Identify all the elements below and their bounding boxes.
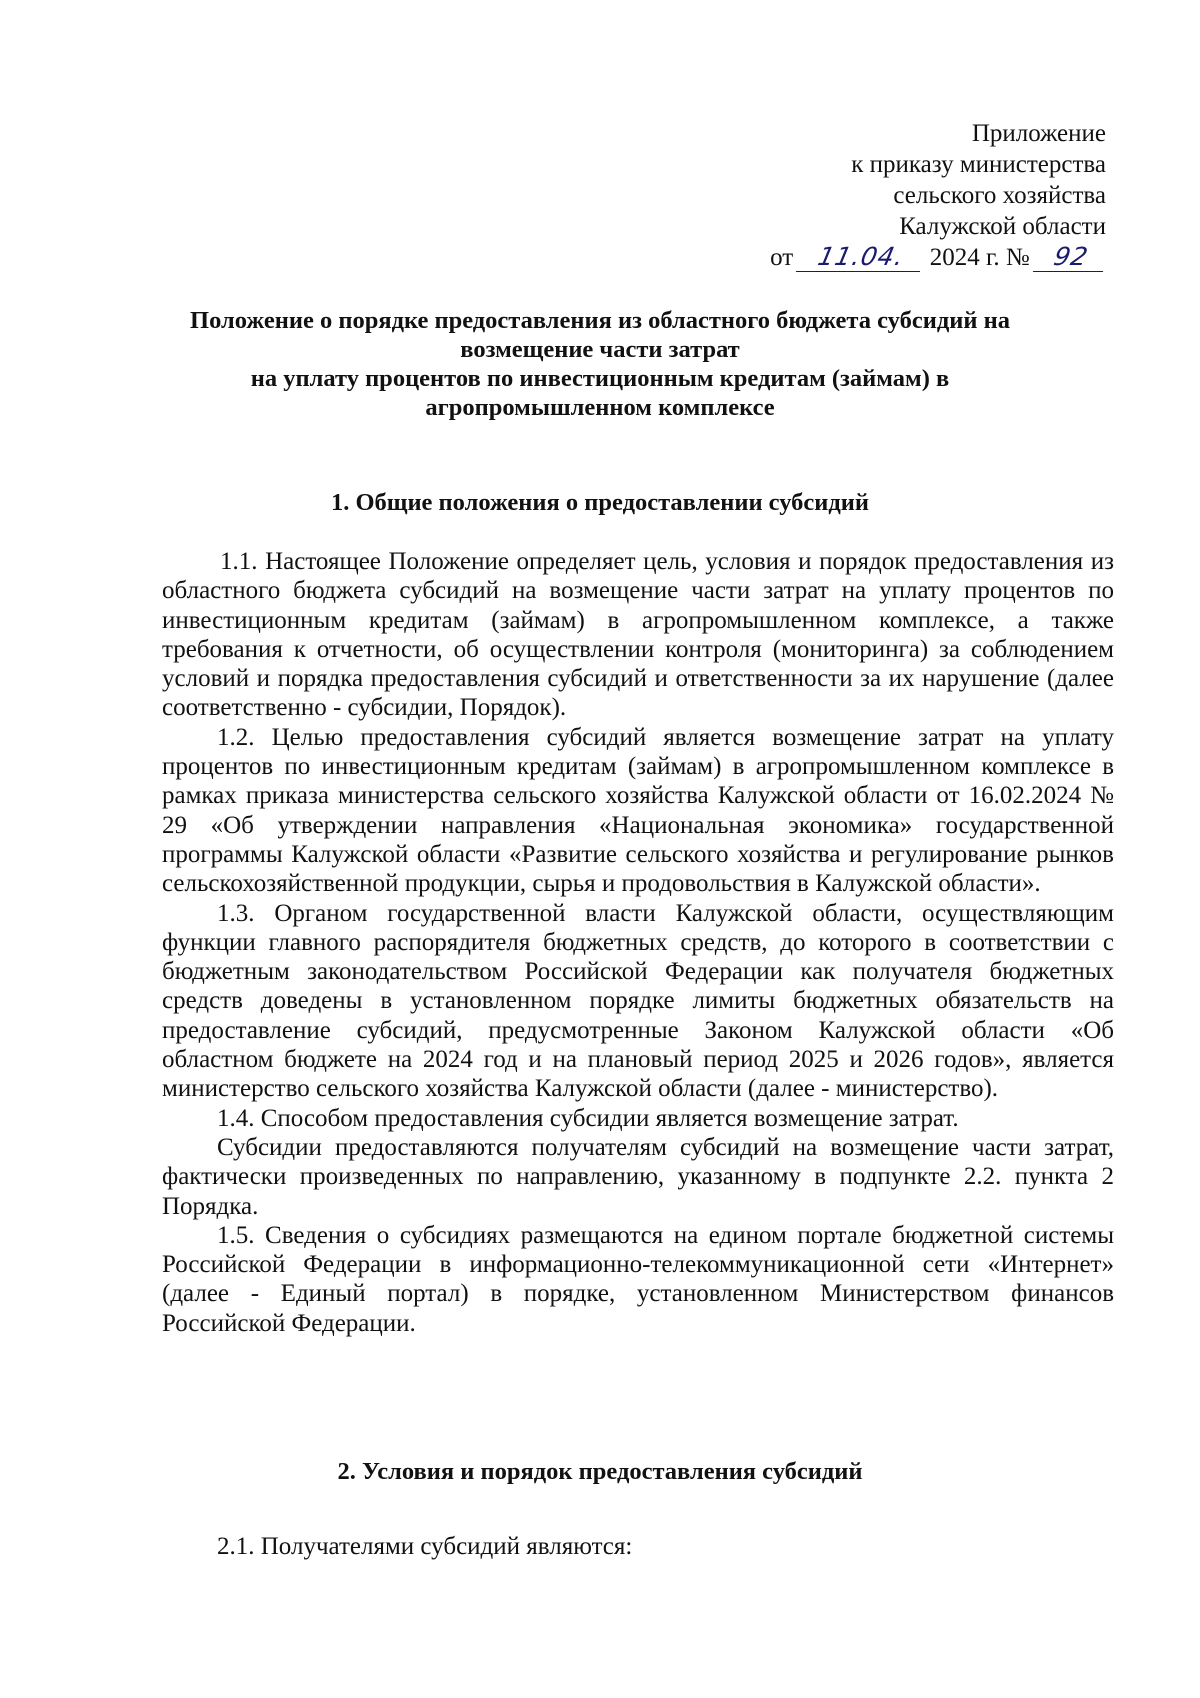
- order-year: 2024 г. №: [929, 244, 1030, 271]
- appendix-block: [586, 118, 1106, 273]
- appendix-line-2: к приказу министерства: [851, 151, 1106, 178]
- section-1-body: [162, 547, 1114, 1338]
- title-line-3: на уплату процентов по инвестиционным кредитам (займам) в: [250, 365, 950, 392]
- appendix-order-line: [586, 242, 1106, 273]
- appendix-line-4: Калужской области: [899, 213, 1106, 240]
- paragraph-1-4-subsidies: Субсидии предоставляются получателям субсидий на возмещение части затрат, фактически произведенных по направлению, указанному в подпункте 2.2. пункта 2 Порядка.: [162, 1133, 1114, 1220]
- paragraph-1-3: 1.3. Органом государственной власти Калужской области, осуществляющим функции главного распорядителя бюджетных средств, до которого в соответствии с бюджетным законодательством Российской Федерации как получателя бюджетных средств доведены в установленном порядке лимиты бюджетных обязательств на предоставление субсидий, предусмотренные Законом Калужской области «Об областном бюджете на 2024 год и на плановый период 2025 и 2026 годов», является министерство сельского хозяйства Калужской области (далее - министерство).: [162, 899, 1114, 1103]
- section-2-body: [162, 1532, 1114, 1561]
- title-line-1: Положение о порядке предоставления из областного бюджета субсидий на: [190, 307, 1010, 334]
- paragraph-1-2: 1.2. Целью предоставления субсидий является возмещение затрат на уплату процентов по инвестиционным кредитам (займам) в агропромышленном комплексе в рамках приказа министерства сельского хозяйства Калужской области от 16.02.2024 № 29 «Об утверждении направления «Национальная экономика» государственной программы Калужской области «Развитие сельского хозяйства и регулирование рынков сельскохозяйственной продукции, сырья и продовольствия в Калужской области».: [162, 723, 1114, 898]
- paragraph-1-5: 1.5. Сведения о субсидиях размещаются на едином портале бюджетной системы Российской Федерации в информационно-телекоммуникационной сети «Интернет» (далее - Единый портал) в порядке, установленном Министерством финансов Российской Федерации.: [162, 1221, 1114, 1337]
- appendix-line-3: сельского хозяйства: [893, 182, 1106, 209]
- section-2-heading: 2. Условия и порядок предоставления субсидий: [337, 1458, 863, 1485]
- handwritten-date: 11.04.: [796, 243, 926, 272]
- title-line-2: возмещение части затрат: [460, 336, 740, 363]
- paragraph-1-1: 1.1. Настоящее Положение определяет цель, условия и порядок предоставления из областного бюджета субсидий на возмещение части затрат на уплату процентов по инвестиционным кредитам (займам) в агропромышленном комплексе, а также требования к отчетности, об осуществлении контроля (мониторинга) за соблюдением условий и порядка предоставления субсидий и ответственности за их нарушение (далее соответственно - субсидии, Порядок).: [162, 548, 1114, 722]
- from-label: от: [770, 244, 794, 271]
- paragraph-2-1: 2.1. Получателями субсидий являются:: [217, 1533, 633, 1560]
- handwritten-order-number: 92: [1033, 243, 1109, 272]
- appendix-line-1: Приложение: [971, 120, 1106, 147]
- document-title: [160, 306, 1040, 422]
- section-1-heading: 1. Общие положения о предоставлении субсидий: [330, 489, 870, 516]
- paragraph-1-4: 1.4. Способом предоставления субсидии является возмещение затрат.: [217, 1104, 959, 1132]
- title-line-4: агропромышленном комплексе: [425, 394, 775, 421]
